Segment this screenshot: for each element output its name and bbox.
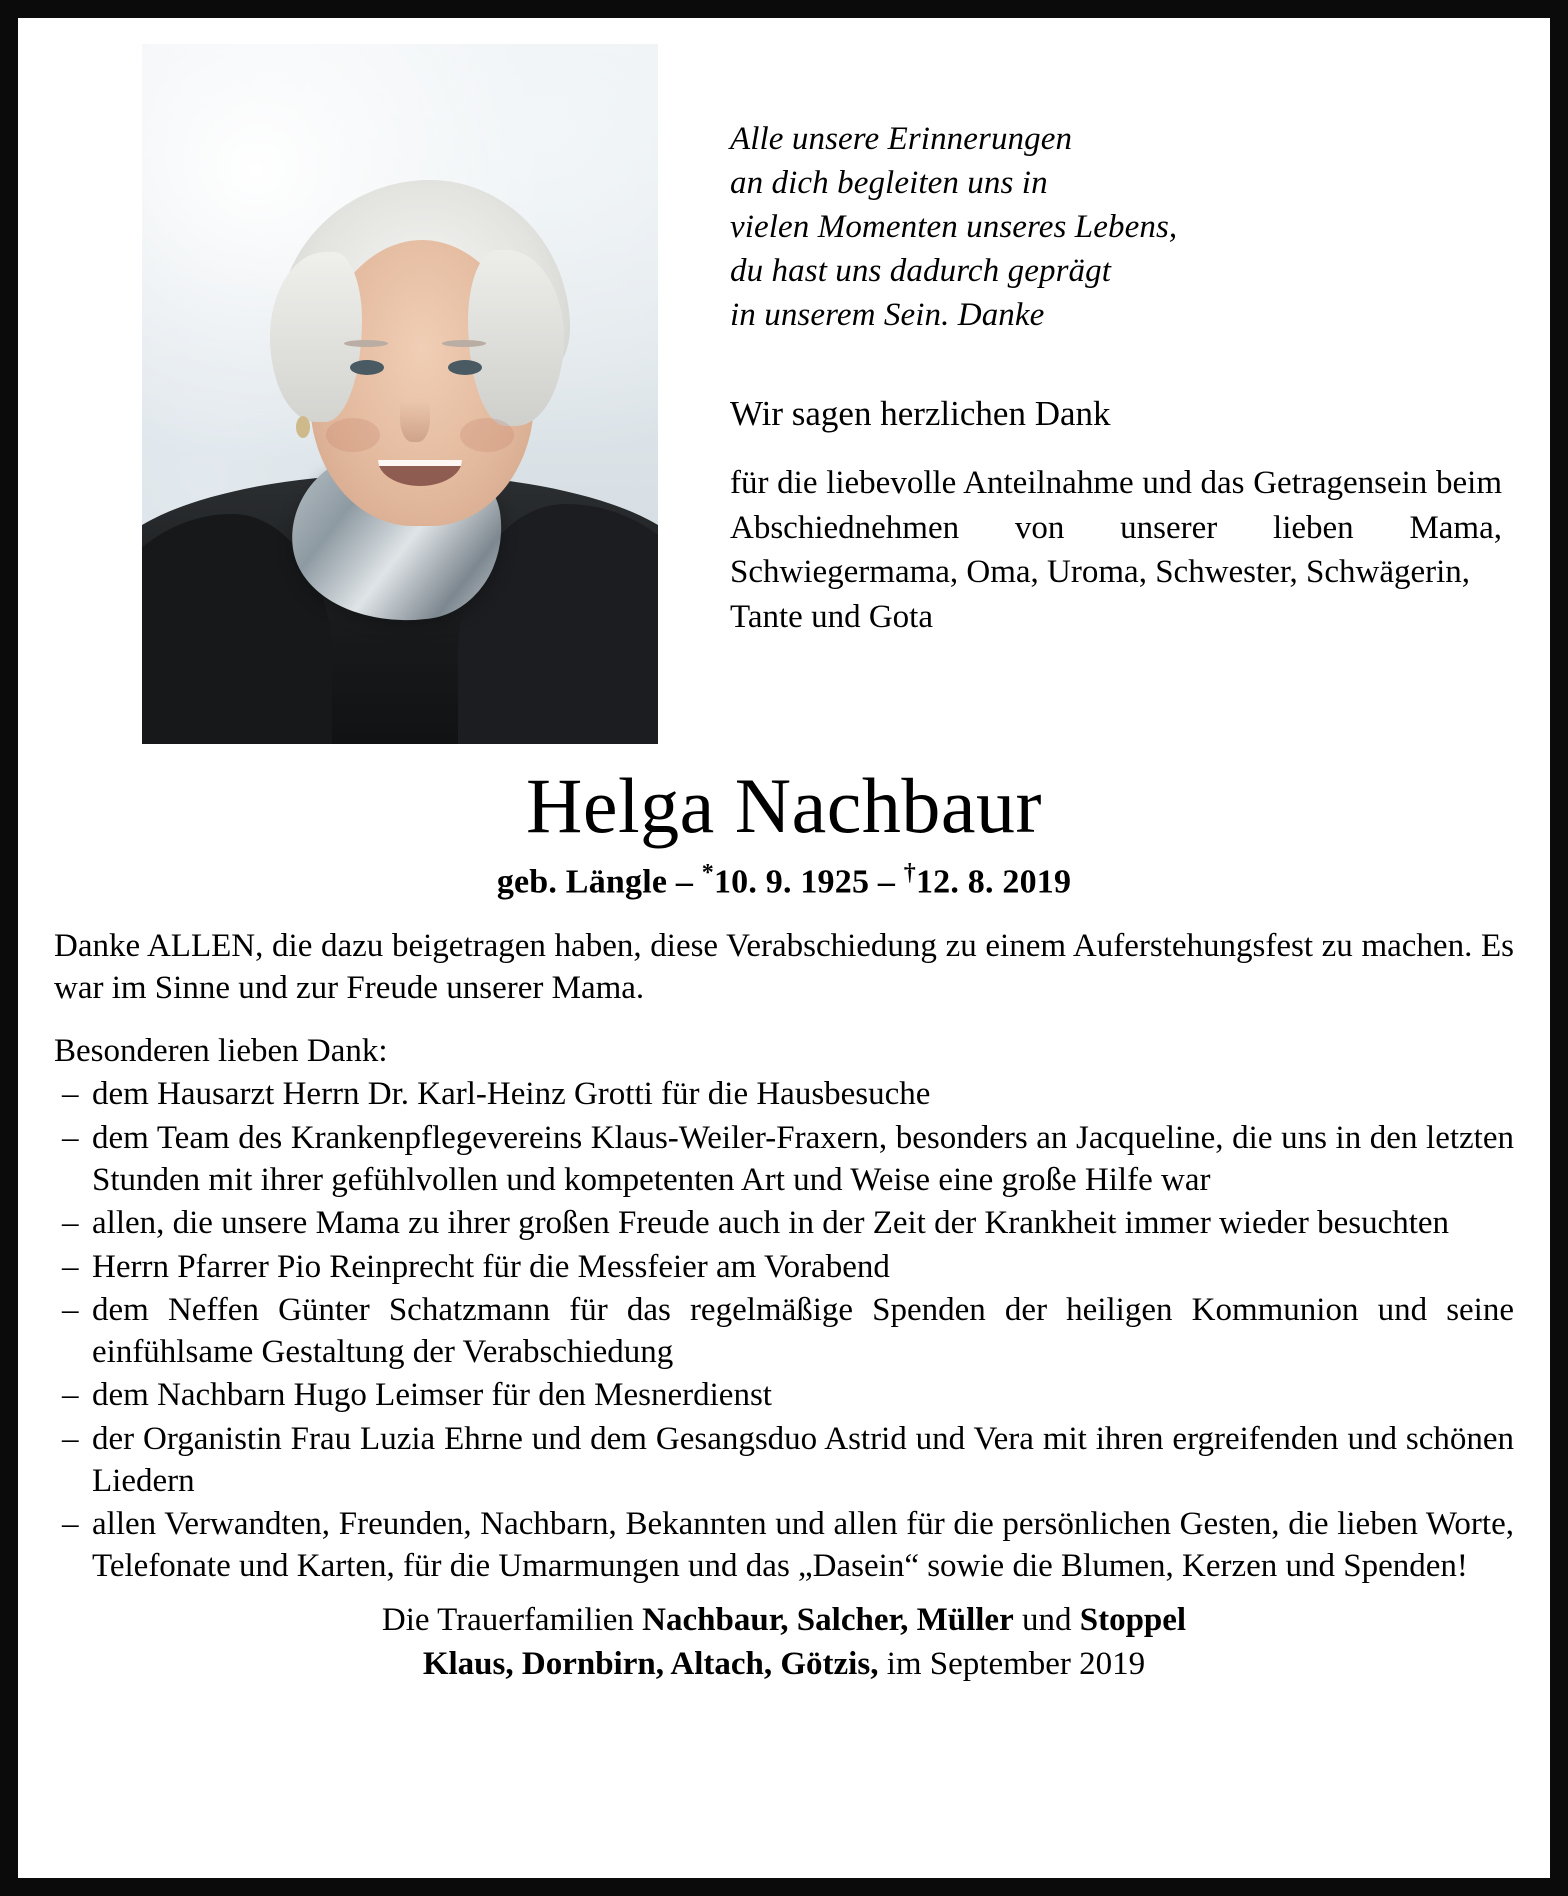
- header-text-column: [658, 44, 1514, 640]
- places-and-date-line: [54, 1646, 1514, 1683]
- eyebrow-left-shape: [344, 340, 388, 347]
- places-list: Klaus, Dornbirn, Altach, Götzis,: [422, 1646, 879, 1683]
- family-conjunction: und: [1013, 1602, 1080, 1639]
- birth-death-line: [54, 860, 1514, 901]
- eyebrow-right-shape: [442, 340, 486, 347]
- death-date: 12. 8. 2019: [915, 862, 1072, 900]
- thanks-intro-block: [730, 461, 1502, 639]
- publication-date: im September 2019: [878, 1646, 1146, 1683]
- header-section: [54, 44, 1514, 744]
- earring-shape: [296, 416, 310, 438]
- list-item: – allen Verwandten, Freunden, Nachbarn, Bekannten und allen für die persönlichen Gesten, die lieben Worte, Telefonate und Karten, für die Umarmungen und das „Dasein“ sowie die Blumen, Kerzen und Spenden!: [54, 1504, 1514, 1587]
- portrait-photo: [142, 44, 658, 744]
- deceased-name: Helga Nachbaur: [526, 762, 1042, 849]
- birth-symbol: *: [701, 859, 714, 886]
- family-names: Nachbaur, Salcher, Müller: [642, 1602, 1014, 1639]
- list-item: – allen, die unsere Mama zu ihrer großen Freude auch in der Zeit der Krankheit immer wieder besuchten: [54, 1203, 1514, 1245]
- cheek-right-shape: [460, 418, 514, 452]
- thanks-list-heading: Besonderen lieben Dank:: [54, 1033, 388, 1070]
- verse-line: du hast uns dadurch geprägt: [730, 252, 1111, 289]
- mourning-families-line: [54, 1599, 1514, 1642]
- verse-line: in unserem Sein. Danke: [730, 296, 1045, 333]
- separator-dash: –: [675, 862, 694, 900]
- verse-line: an dich begleiten uns in: [730, 164, 1048, 201]
- verse-line: Alle unsere Erinnerungen: [730, 121, 1073, 157]
- list-item: – dem Hausarzt Herrn Dr. Karl-Heinz Grotti für die Hausbesuche: [54, 1074, 1514, 1116]
- eye-left-shape: [350, 360, 384, 375]
- family-prefix: Die Trauerfamilien: [381, 1602, 643, 1639]
- nose-shape: [400, 384, 430, 442]
- obituary-card: [18, 18, 1550, 1878]
- maiden-name: geb. Längle: [496, 862, 668, 900]
- opening-paragraph: Danke ALLEN, die dazu beigetragen haben, diese Verabschiedung zu einem Auferstehungsfest zu machen. Es war im Sinne und zur Freude unserer Mama.: [54, 927, 1514, 1007]
- cheek-left-shape: [326, 418, 380, 452]
- list-item: – der Organistin Frau Luzia Ehrne und dem Gesangsduo Astrid und Vera mit ihren ergreifenden und schönen Liedern: [54, 1419, 1514, 1502]
- eye-right-shape: [448, 360, 482, 375]
- birth-date: 10. 9. 1925: [713, 862, 870, 900]
- list-item: – dem Team des Krankenpflegevereins Klaus-Weiler-Fraxern, besonders an Jacqueline, die uns in den letzten Stunden mit ihrer gefühlvollen und kompetenten Art und Weise eine große Hilfe war: [54, 1118, 1514, 1201]
- list-item: – dem Neffen Günter Schatzmann für das regelmäßige Spenden der heiligen Kommunion und seine einfühlsame Gestaltung der Verabschiedung: [54, 1290, 1514, 1373]
- family-last-name: Stoppel: [1079, 1602, 1187, 1639]
- list-item: – Herrn Pfarrer Pio Reinprecht für die Messfeier am Vorabend: [54, 1247, 1514, 1289]
- thanks-intro-text: für die liebevolle Anteilnahme und das Getragensein beim Abschiednehmen von unserer lieben Mama, Schwiegermama, Oma, Uroma, Schwester, Schwägerin,: [730, 465, 1502, 591]
- thanks-list: [54, 1074, 1514, 1587]
- death-symbol: †: [903, 859, 916, 886]
- thanks-intro-last-line: Tante und Gota: [730, 599, 933, 636]
- separator-dash: –: [877, 862, 896, 900]
- memorial-verse: [730, 118, 1502, 337]
- verse-line: vielen Momenten unseres Lebens,: [730, 208, 1178, 245]
- thanks-heading: Wir sagen herzlichen Dank: [730, 394, 1111, 434]
- list-item: – dem Nachbarn Hugo Leimser für den Mesnerdienst: [54, 1375, 1514, 1417]
